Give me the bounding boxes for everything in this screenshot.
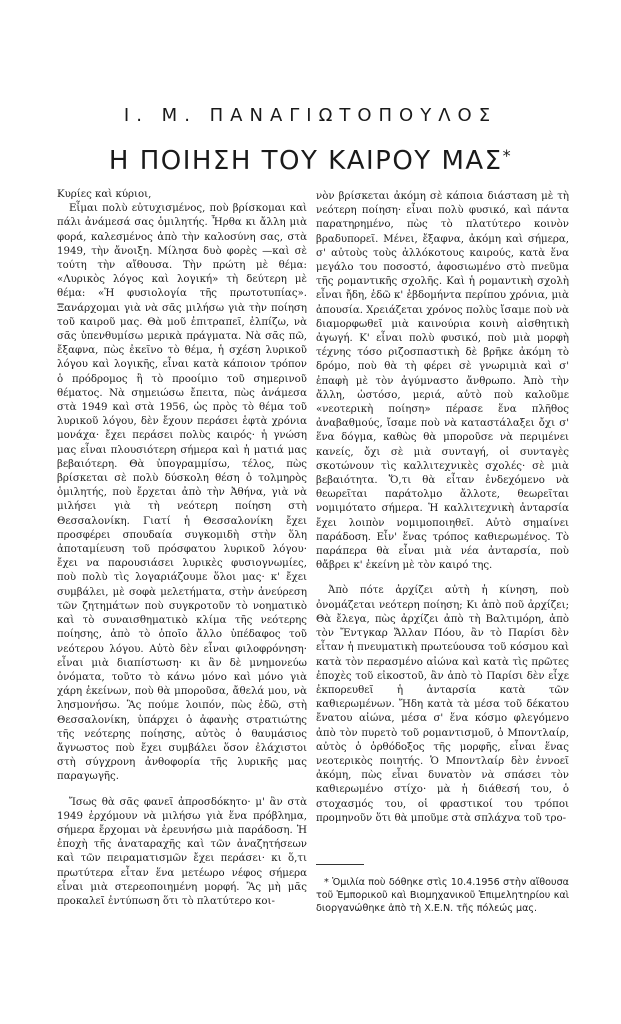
author-name: Ι. Μ. ΠΑΝΑΓΙΩΤΟΠΟΥΛΟΣ: [123, 105, 498, 126]
paragraph: Ἴσως θὰ σᾶς φανεῖ ἀπροσδόκητο· μ' ἂν στὰ 1949 ἐρχόμουν νὰ μιλήσω γιὰ ἕνα πρόβλημα, σήμερα ἔρχομαι νὰ ἐρευνήσω μιὰ παράδοση. Ἡ ἐποχὴ τῆς ἀναταραχῆς καὶ τῶν ἀναζητήσεων καὶ τῶν πειραματισμῶν ἔχει περάσει· κι ὅ,τι πρωτύτερα εἶταν ἕνα μετέωρο νέφος σήμερα εἶναι μιὰ στερεοποιημένη μορφή. Ἂς μὴ μᾶς προκαλεῖ ἐντύπωση ὅτι τὸ πλατύτερο κοι-: [57, 796, 307, 907]
paragraph: Εἶμαι πολὺ εὐτυχισμένος, ποὺ βρίσκομαι καὶ πάλι ἀνάμεσά σας ὁμιλητής. Ἦρθα κι ἄλλη μιὰ φορά, καλεσμένος ἀπὸ τὴν καλοσύνη σας, στὰ 1949, τὴν ἄνοιξη. Μίλησα δυὸ φορὲς —καὶ σὲ τούτη τὴν αἴθουσα. Τὴν πρώτη μὲ θέμα: «Λυρικὸς λόγος καὶ λογική» τὴ δεύτερη μὲ θέμα: «Ἡ φυσιολογία τῆς πρωτοτυπίας». Ξανάρχομαι γιὰ νὰ σᾶς μιλήσω γιὰ τὴν ποίηση τοῦ καιροῦ μας. Θὰ μοῦ ἐπιτραπεῖ, ἐλπίζω, νὰ σᾶς ὑπενθυμίσω μερικὰ πράγματα. Νὰ σᾶς πῶ, ἔξαφνα, πὼς ἐκεῖνο τὸ θέμα, ἡ σχέση λυρικοῦ λόγου καὶ λογικῆς, εἶναι κατὰ κάποιον τρόπον ὁ πρόδρομος ἢ τὸ προοίμιο τοῦ σημερινοῦ θέματος. Νὰ σημειώσω ἔπειτα, πὼς ἀνάμεσα στὰ 1949 καὶ στὰ 1956, ὡς πρὸς τὸ θέμα τοῦ λυρικοῦ λόγου, δὲν ἔχουν περάσει ἑφτὰ χρόνια μονάχα· ἔχει περάσει πολὺς καιρός· ἡ γνώση μας εἶναι πλουσιότερη σήμερα καὶ ἡ ματιά μας βεβαιότερη. Θὰ ὑπογραμμίσω, τέλος, πὼς βρίσκεται σὲ πολὺ δύσκολη θέση ὁ τολμηρὸς ὁμιλητής, ποὺ ἔρχεται ἀπὸ τὴν Ἀθήνα, γιὰ νὰ μιλήσει γιὰ τὴ νεότερη ποίηση στὴ Θεσσαλονίκη. Γιατί ἡ Θεσσαλονίκη ἔχει προσφέρει σπουδαία συγκομιδὴ στὴν ὅλη ἀποταμίευση τοῦ πρόσφατου λυρικοῦ λόγου· ἔχει να παρουσιάσει λυρικὲς φυσιογνωμίες, ποὺ πολὺ τὶς λογαριάζουμε ὅλοι μας· κ' ἔχει συμβάλει, μὲ σοφὰ μελετήματα, στὴν ἀνεύρεση τῶν ζητημάτων ποὺ συγκροτοῦν τὸ νοηματικὸ καὶ τὸ συναισθηματικὸ κλίμα τῆς νεότερης ποίησης, ἀπὸ τὸ ὁποῖο ἄλλο ὑπέδαφος τοῦ νεότερου λόγου. Αὐτὸ δὲν εἶναι φιλοφρόνηση· εἶναι μιὰ διαπίστωση· κι ἂν δὲ μνημονεύω ὀνόματα, τοῦτο τὸ κάνω μόνο καὶ μόνο γιὰ χάρη ἐκείνων, ποὺ θὰ μποροῦσα, ἄθελά μου, νὰ λησμονήσω. Ἂς πούμε λοιπόν, πὼς ἐδῶ, στὴ Θεσσαλονίκη, ὑπάρχει ὁ ἀφανὴς στρατιώτης τῆς νεότερης ποίησης, αὐτὸς ὁ θαυμάσιος ἄγνωστος ποὺ ἔχει συμβάλει ὅσον ἐλάχιστοι στὴ σύγχρονη ἀνθοφορία τῆς λυρικῆς μας παραγωγῆς.: [57, 203, 307, 783]
footnote-marker: *: [502, 146, 513, 165]
footnote: * Ὁμιλία ποὺ δόθηκε στὶς 10.4.1956 στὴν αἴθουσα τοῦ Ἐμπορικοῦ καὶ Βιομηχανικοῦ Ἐπιμελητηρίου καὶ διοργανώθηκε ἀπὸ τὴ Χ.Ε.Ν. τῆς πόλεώς μας.: [316, 877, 569, 915]
salutation: Κυρίες καὶ κύριοι,: [57, 189, 152, 200]
paragraph: νὸν βρίσκεται ἀκόμη σὲ κάποια διάσταση μὲ τὴ νεότερη ποίηση· εἶναι πολὺ φυσικό, καὶ πάντα παρατηρημένο, πὼς τὸ πλατύτερο κοινὸν βραδυπορεῖ. Μένει, ἔξαφνα, ἀκόμη καὶ σήμερα, σ' αὐτοὺς τοὺς ἀλλόκοτους καιρούς, κατὰ ἕνα μεγάλο του ποσοστό, ἀφοσιωμένο στὸ πνεῦμα τῆς ρομαντικῆς σχολῆς. Καὶ ἡ ρομαντικὴ σχολὴ εἶναι ἤδη, ἐδῶ κ' ἑβδομήντα περίπου χρόνια, μιὰ ἀπουσία. Χρειάζεται χρόνος πολὺς ἴσαμε ποὺ νὰ διαμορφωθεῖ μιὰ καινούρια κοινὴ αἰσθητικὴ ἀγωγή. Κ' εἶναι πολὺ φυσικό, ποὺ μιὰ μορφὴ τέχνης τόσο ριζοσπαστικὴ δὲ βρῆκε ἀκόμη τὸ δρόμο, ποὺ θὰ τὴ φέρει σὲ γνωριμιὰ καὶ σ' ἐπαφὴ μὲ τὸν ἀγύμναστο ἄνθρωπο. Ἀπὸ τὴν ἄλλη, ὡστόσο, μεριά, αὐτὸ ποὺ καλοῦμε «νεοτερικὴ ποίηση» πέρασε ἕνα πλῆθος ἀναβαθμούς, ἴσαμε ποὺ νὰ καταστάλαξει ὄχι σ' ἕνα δόγμα, καθὼς θὰ μποροῦσε νὰ περιμένει κανείς, ὄχι σὲ μιὰ συνταγή, οἱ συνταγὲς σκοτώνουν τὶς καλλιτεχνικὲς σχολές· σὲ μιὰ βεβαιότητα. Ὅ,τι θὰ εἶταν ἐνδεχόμενο νὰ θεωρεῖται παράτολμο ἄλλοτε, θεωρεῖται νομιμότατο σήμερα. Ἡ καλλιτεχνικὴ ἀνταρσία ἔχει λοιπὸν νομιμοποιηθεῖ. Αὐτὸ σημαίνει παράδοση. Εἶν' ἕνας τρόπος καθιερωμένος. Τὸ παράπερα θὰ εἶναι μιὰ νέα ἀνταρσία, ποὺ θἄβρει κ' ἐκείνη μὲ τὸν καιρό της.: [316, 191, 569, 572]
article-title-text: Η ΠΟΙΗΣΗ ΤΟΥ ΚΑΙΡΟΥ ΜΑΣ: [108, 146, 503, 176]
right-column: [316, 190, 569, 826]
article-title: [0, 146, 621, 176]
footnote-rule: [316, 864, 364, 865]
paragraph: Ἀπὸ πότε ἀρχίζει αὐτὴ ἡ κίνηση, ποὺ ὀνομάζεται νεότερη ποίηση; Κι ἀπὸ ποῦ ἀρχίζει; Θὰ ἔλεγα, πὼς ἀρχίζει ἀπὸ τὴ Βαλτιμόρη, ἀπὸ τὸν Ἔντγκαρ Ἄλλαν Πόου, ἂν τὸ Παρίσι δὲν εἶταν ἡ πνευματικὴ πρωτεύουσα τοῦ κόσμου καὶ κατὰ τὸν περασμένο αἰώνα καὶ κατὰ τὶς πρῶτες ἐποχὲς τοῦ εἰκοστοῦ, ἂν ἀπὸ τὸ Παρίσι δὲν εἶχε ἐκπορευθεῖ ἡ ἀνταρσία κατὰ τῶν καθιερωμένων. Ἤδη κατὰ τὰ μέσα τοῦ δέκατου ἔνατου αἰώνα, μέσα σ' ἕνα κόσμο φλεγόμενο ἀπὸ τὸν πυρετὸ τοῦ ρομαντισμοῦ, ὁ Μποντλαίρ, αὐτὸς ὁ ὀρθόδοξος τῆς μορφῆς, εἶναι ἕνας νεοτερικὸς ποιητής. Ὁ Μποντλαίρ δὲν ἐννοεῖ ἀκόμη, πὼς εἶναι δυνατὸν νὰ σπάσει τὸν καθιερωμένο στίχο· μὰ ἡ διάθεσή του, ὁ στοχασμός του, οἱ φραστικοί του τρόποι προμηνοῦν ὅτι θὰ μποῦμε στὰ σπλάχνα τοῦ τρο-: [316, 585, 569, 824]
left-column: [57, 188, 307, 909]
